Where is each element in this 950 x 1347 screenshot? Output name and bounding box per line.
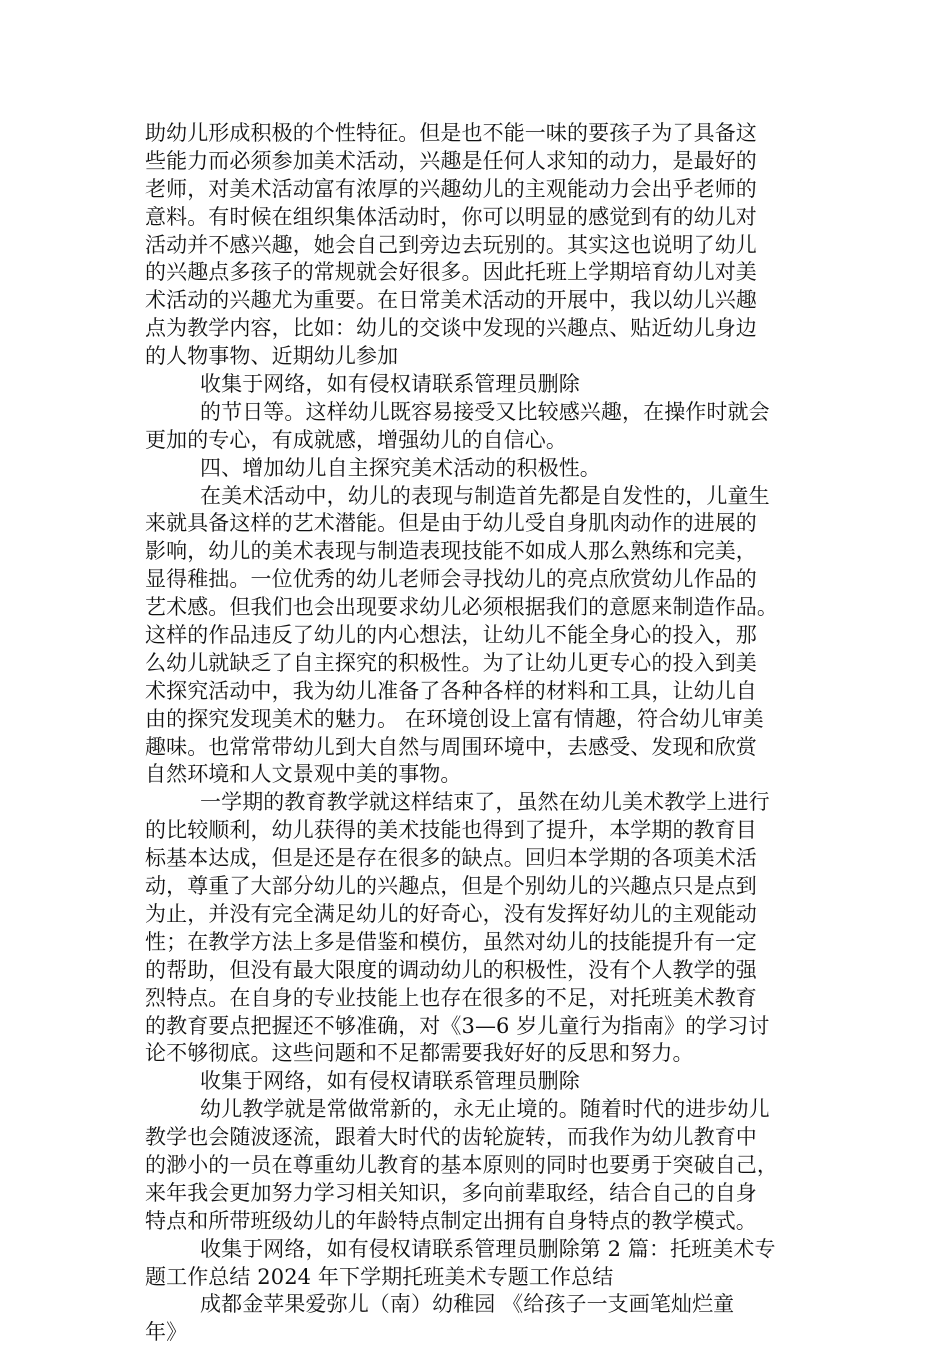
text-line: 动，尊重了大部分幼儿的兴趣点，但是个别幼儿的兴趣点只是点到 [145, 874, 757, 899]
text-line: 标基本达成，但是还是存在很多的缺点。回归本学期的各项美术活 [145, 846, 757, 871]
text-line: 更加的专心，有成就感，增强幼儿的自信心。 [145, 427, 567, 452]
text-line: 活动并不感兴趣，她会自己到旁边去玩别的。其实这也说明了幼儿 [145, 232, 757, 257]
text-line: 幼儿教学就是常做常新的，永无止境的。随着时代的进步幼儿 [200, 1097, 770, 1122]
text-line: 的节日等。这样幼儿既容易接受又比较感兴趣，在操作时就会 [200, 399, 770, 424]
text-line: 点为教学内容，比如：幼儿的交谈中发现的兴趣点、贴近幼儿身边 [145, 316, 757, 341]
text-line: 在美术活动中，幼儿的表现与制造首先都是自发性的，儿童生 [200, 483, 770, 508]
text-line: 收集于网络，如有侵权请联系管理员删除第 2 篇：托班美术专 [200, 1236, 776, 1261]
text-line: 的比较顺利，幼儿获得的美术技能也得到了提升，本学期的教育目 [145, 818, 757, 843]
text-line: 特点和所带班级幼儿的年龄特点制定出拥有自身特点的教学模式。 [145, 1208, 757, 1233]
text-line: 收集于网络，如有侵权请联系管理员删除 [200, 372, 580, 397]
text-line: 由的探究发现美术的魅力。 在环境创设上富有情趣，符合幼儿审美 [145, 706, 764, 731]
text-line: 的帮助，但没有最大限度的调动幼儿的积极性，没有个人教学的强 [145, 957, 757, 982]
text-line: 影响，幼儿的美术表现与制造表现技能不如成人那么熟练和完美， [145, 539, 757, 564]
text-line: 趣味。也常常带幼儿到大自然与周围环境中，去感受、发现和欣赏 [145, 734, 757, 759]
text-line: 术探究活动中，我为幼儿准备了各种各样的材料和工具，让幼儿自 [145, 678, 757, 703]
text-line: 的教育要点把握还不够准确，对《3—6 岁儿童行为指南》的学习讨 [145, 1013, 770, 1038]
text-line: 么幼儿就缺乏了自主探究的积极性。为了让幼儿更专心的投入到美 [145, 650, 757, 675]
text-line: 显得稚拙。一位优秀的幼儿老师会寻找幼儿的亮点欣赏幼儿作品的 [145, 567, 757, 592]
text-line: 四、增加幼儿自主探究美术活动的积极性。 [200, 455, 601, 480]
text-line: 的人物事物、近期幼儿参加 [145, 344, 399, 369]
text-line: 些能力而必须参加美术活动，兴趣是任何人求知的动力，是最好的 [145, 148, 757, 173]
text-line: 一学期的教育教学就这样结束了，虽然在幼儿美术教学上进行 [200, 790, 770, 815]
text-line: 题工作总结 2024 年下学期托班美术专题工作总结 [145, 1264, 614, 1289]
text-line: 这样的作品违反了幼儿的内心想法，让幼儿不能全身心的投入，那 [145, 623, 757, 648]
text-line: 的兴趣点多孩子的常规就会好很多。因此托班上学期培育幼儿对美 [145, 260, 757, 285]
text-line: 老师，对美术活动富有浓厚的兴趣幼儿的主观能动力会出乎老师的 [145, 176, 757, 201]
text-line: 教学也会随波逐流，跟着大时代的齿轮旋转，而我作为幼儿教育中 [145, 1125, 757, 1150]
text-line: 收集于网络，如有侵权请联系管理员删除 [200, 1069, 580, 1094]
text-line: 年》 [145, 1320, 188, 1345]
text-line: 来就具备这样的艺术潜能。但是由于幼儿受自身肌肉动作的进展的 [145, 511, 757, 536]
text-line: 意料。有时候在组织集体活动时，你可以明显的感觉到有的幼儿对 [145, 204, 757, 229]
text-line: 的渺小的一员在尊重幼儿教育的基本原则的同时也要勇于突破自己， [145, 1152, 778, 1177]
text-line: 论不够彻底。这些问题和不足都需要我好好的反思和努力。 [145, 1041, 694, 1066]
text-line: 艺术感。但我们也会出现要求幼儿必须根据我们的意愿来制造作品。 [145, 595, 778, 620]
text-line: 自然环境和人文景观中美的事物。 [145, 762, 462, 787]
text-line: 术活动的兴趣尤为重要。在日常美术活动的开展中，我以幼儿兴趣 [145, 288, 757, 313]
text-line: 为止，并没有完全满足幼儿的好奇心，没有发挥好幼儿的主观能动 [145, 901, 757, 926]
text-line: 来年我会更加努力学习相关知识，多向前辈取经，结合自己的自身 [145, 1180, 757, 1205]
text-line: 烈特点。在自身的专业技能上也存在很多的不足，对托班美术教育 [145, 985, 757, 1010]
text-line: 成都金苹果爱弥儿（南）幼稚园 《给孩子一支画笔灿烂童 [200, 1292, 735, 1317]
text-line: 助幼儿形成积极的个性特征。但是也不能一味的要孩子为了具备这 [145, 121, 757, 145]
document-body [145, 120, 810, 1347]
text-line: 性；在教学方法上多是借鉴和模仿，虽然对幼儿的技能提升有一定 [145, 929, 757, 954]
